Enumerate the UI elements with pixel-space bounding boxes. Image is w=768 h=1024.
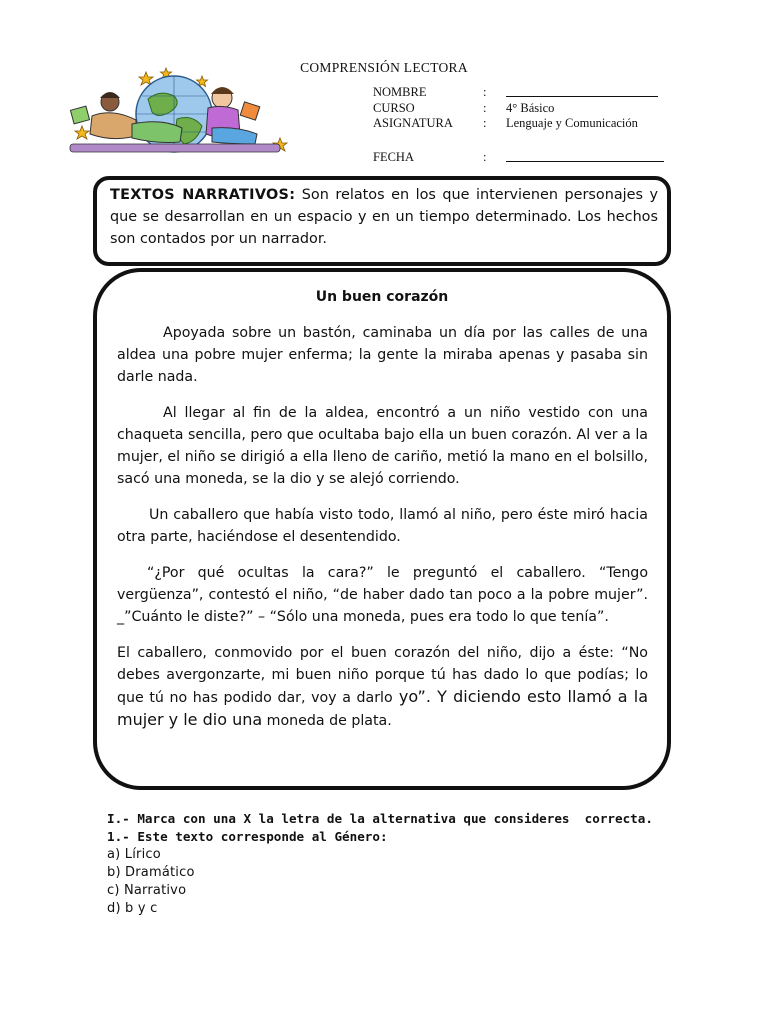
field-colon: : — [483, 150, 487, 164]
story-last-tail: moneda de plata. — [262, 713, 392, 729]
reading-children-globe-illustration — [62, 64, 292, 164]
option-c[interactable]: c) Narrativo — [107, 883, 187, 898]
definition-term: TEXTOS NARRATIVOS: — [110, 187, 296, 203]
question-1: 1.- Este texto corresponde al Género: — [107, 829, 388, 844]
field-value-asignatura: Lenguaje y Comunicación — [506, 116, 638, 130]
definition-body: Son relatos en los que intervienen personajes y que se desarrollan en un espacio y en un tiempo determinado. Los hechos son contados por un narrador. — [110, 187, 659, 247]
field-row-fecha — [373, 150, 673, 166]
option-b[interactable]: b) Dramático — [107, 865, 195, 880]
story-paragraph: Al llegar al fin de la aldea, encontró a un niño vestido con una chaqueta sencilla, pero que ocultaba bajo ella un buen corazón. Al ver a la mujer, el niño se dirigió a ella lleno de cariño, metió la mano en el bolsillo, sacó una moneda, se la dio y se alejó corriendo. — [117, 405, 648, 487]
field-colon: : — [483, 116, 487, 130]
field-label-asignatura: ASIGNATURA — [373, 116, 453, 130]
story-paragraph-last — [117, 642, 648, 732]
story-body — [117, 322, 648, 732]
definition-text — [110, 184, 658, 250]
document-title: COMPRENSIÓN LECTORA — [300, 60, 468, 75]
date-blank-line[interactable] — [506, 161, 664, 162]
field-label-fecha: FECHA — [373, 150, 414, 164]
field-label-nombre: NOMBRE — [373, 85, 427, 99]
name-blank-line[interactable] — [506, 96, 658, 97]
story-last-start: El caballero, conmovido por el buen corazón del niño, dijo a éste: “No debes avergonzarte, mi buen niño porque tú has dado lo que podías; lo que tú no has podido dar, voy a darlo — [117, 645, 648, 706]
instruction-text: I.- Marca con una X la letra de la alternativa que consideres correcta. — [107, 811, 653, 826]
questions-section — [107, 810, 667, 918]
story-last-large: yo”. Y diciendo esto llamó a la mujer y le dio una — [117, 687, 649, 729]
field-row-curso — [373, 101, 673, 117]
field-value-curso: 4° Básico — [506, 101, 555, 115]
story-paragraph: “¿Por qué ocultas la cara?” le preguntó el caballero. “Tengo vergüenza”, contestó el niño, “de haber dado tan poco a la pobre mujer”. _”Cuánto le diste?” – “Sólo una moneda, pues era todo lo que tenía”. — [117, 565, 648, 625]
option-d[interactable]: d) b y c — [107, 901, 158, 916]
story-title: Un buen corazón — [315, 289, 449, 305]
option-a[interactable]: a) Lírico — [107, 847, 161, 862]
field-colon: : — [483, 85, 487, 99]
field-colon: : — [483, 101, 487, 115]
field-label-curso: CURSO — [373, 101, 415, 115]
story-paragraph: Un caballero que había visto todo, llamó al niño, pero éste miró hacia otra parte, haciéndose el desentendido. — [117, 507, 648, 545]
field-row-asignatura — [373, 116, 673, 132]
field-row-nombre — [373, 85, 673, 101]
story-paragraph: Apoyada sobre un bastón, caminaba un día por las calles de una aldea una pobre mujer enferma; la gente la miraba apenas y pasaba sin darle nada. — [117, 325, 648, 385]
